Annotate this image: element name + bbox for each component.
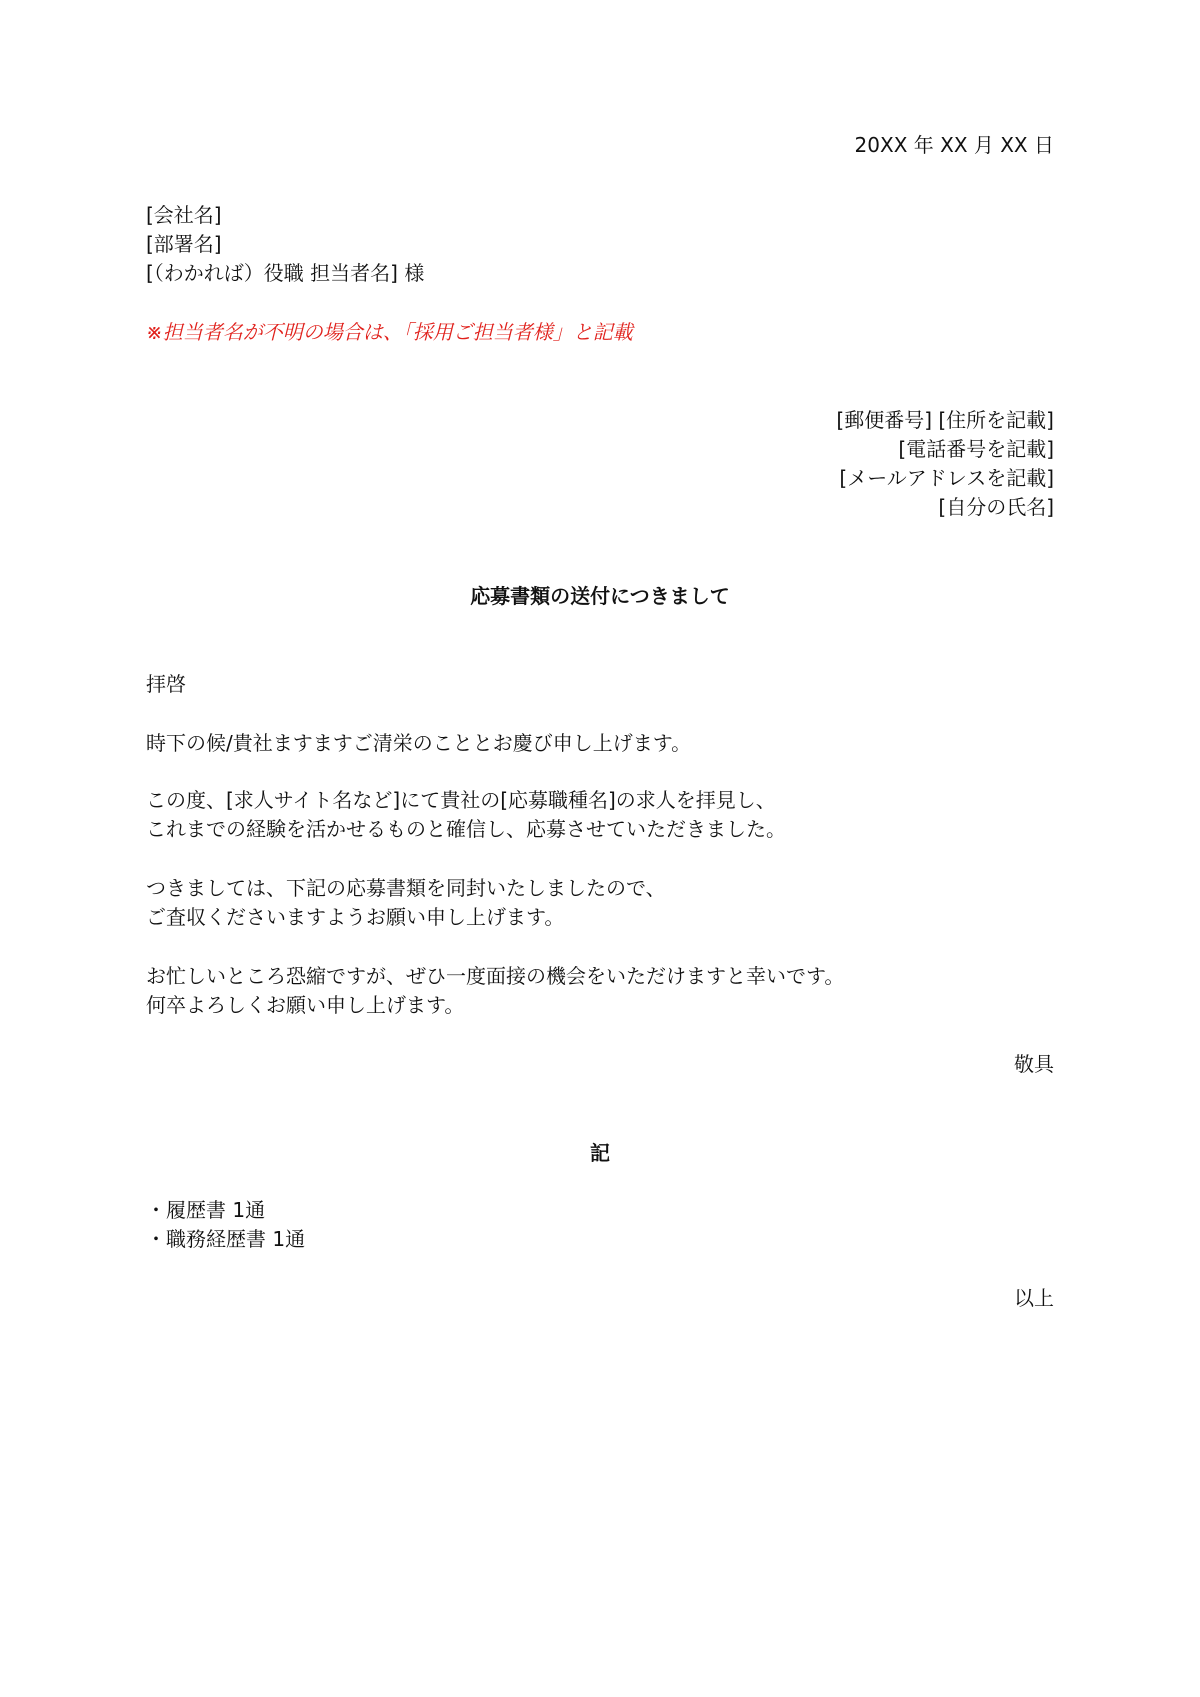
body-paragraph-2 <box>146 786 1054 844</box>
enclosure-item: ・職務経歴書 1通 <box>146 1227 306 1251</box>
letter-date: 20XX 年 XX 月 XX 日 <box>854 133 1054 157</box>
sender-block <box>146 406 1054 522</box>
recipient-department: [部署名] <box>146 232 222 256</box>
body-paragraph-4 <box>146 962 1054 1020</box>
sender-name: [自分の氏名] <box>938 495 1054 519</box>
end-mark: 以上 <box>1014 1286 1054 1310</box>
body-line: この度、[求人サイト名など]にて貴社の[応募職種名]の求人を拝見し、 <box>146 788 776 812</box>
sender-email: [メールアドレスを記載] <box>839 466 1054 490</box>
sender-address: [郵便番号] [住所を記載] <box>836 408 1054 432</box>
sender-phone: [電話番号を記載] <box>898 437 1054 461</box>
ki-heading: 記 <box>590 1141 610 1165</box>
opening-salutation: 拝啓 <box>146 672 186 696</box>
body-line: ご査収くださいますようお願い申し上げます。 <box>146 905 565 929</box>
recipient-person: [（わかれば）役職 担当者名] 様 <box>146 261 425 285</box>
enclosure-list <box>146 1196 1054 1254</box>
body-paragraph-3 <box>146 874 1054 932</box>
letter-title: 応募書類の送付につきまして <box>470 584 730 608</box>
enclosure-item: ・履歴書 1通 <box>146 1198 266 1222</box>
body-line: これまでの経験を活かせるものと確信し、応募させていただきました。 <box>146 817 786 841</box>
closing-salutation: 敬具 <box>1014 1052 1054 1076</box>
body-line: 何卒よろしくお願い申し上げます。 <box>146 993 465 1017</box>
body-line: つきましては、下記の応募書類を同封いたしましたので、 <box>146 876 666 900</box>
body-paragraph-1: 時下の候/貴社ますますご清栄のこととお慶び申し上げます。 <box>146 731 692 755</box>
recipient-block <box>146 201 1054 288</box>
recipient-company: [会社名] <box>146 203 222 227</box>
instruction-note: ※担当者名が不明の場合は、「採用ご担当者様」と記載 <box>146 320 633 344</box>
body-line: お忙しいところ恐縮ですが、ぜひ一度面接の機会をいただけますと幸いです。 <box>146 964 845 988</box>
